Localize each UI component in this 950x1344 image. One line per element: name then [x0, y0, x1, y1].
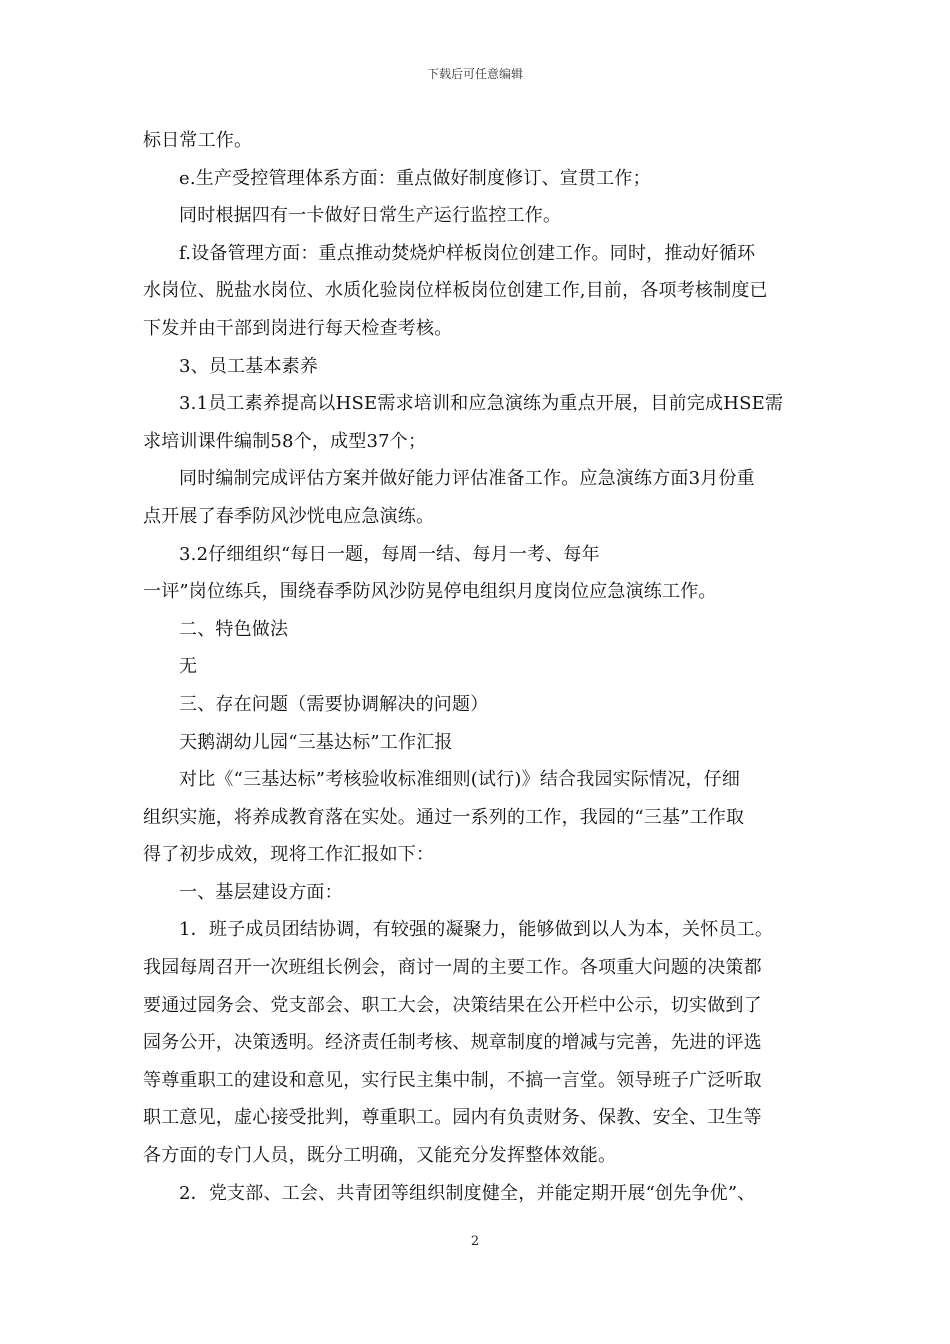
- text-line: f.设备管理方面：重点推动焚烧炉样板岗位创建工作。同时，推动好循环: [179, 242, 756, 264]
- text-line: 下发并由干部到岗进行每天检查考核。: [143, 317, 453, 339]
- text-line: 各方面的专门人员，既分工明确，又能充分发挥整体效能。: [143, 1145, 617, 1167]
- text-line: 职工意见，虚心接受批判，尊重职工。园内有负责财务、保教、安全、卫生等: [143, 1107, 762, 1129]
- text-line: 2．党支部、工会、共青团等组织制度健全，并能定期开展“创先争优”、: [179, 1182, 756, 1204]
- text-line: 求培训课件编制58个，成型37个；: [143, 430, 427, 452]
- text-line: 得了初步成效，现将工作汇报如下：: [143, 844, 435, 866]
- text-line: 水岗位、脱盐水岗位、水质化验岗位样板岗位创建工作,目前，各项考核制度已: [143, 280, 768, 302]
- text-line: 无: [179, 656, 198, 678]
- section-heading: 3、员工基本素养: [179, 355, 319, 377]
- document-title: 天鹅湖幼儿园“三基达标”工作汇报: [179, 731, 453, 753]
- text-line: 要通过园务会、党支部会、职工大会，决策结果在公开栏中公示，切实做到了: [143, 994, 762, 1016]
- text-line: 对比《“三基达标”考核验收标准细则(试行)》结合我园实际情况，仔细: [179, 769, 741, 791]
- section-heading: 二、特色做法: [179, 618, 289, 640]
- section-heading: 一、基层建设方面：: [179, 881, 343, 903]
- text-line: 园务公开，决策透明。经济责任制考核、规章制度的增减与完善，先进的评选: [143, 1032, 762, 1054]
- text-line: 一评”岗位练兵，围绕春季防风沙防晃停电组织月度岗位应急演练工作。: [143, 581, 717, 603]
- text-line: 同时根据四有一卡做好日常生产运行监控工作。: [179, 205, 562, 227]
- text-line: 我园每周召开一次班组长例会，商讨一周的主要工作。各项重大问题的决策都: [143, 957, 762, 979]
- text-line: 组织实施，将养成教育落在实处。通过一系列的工作，我园的“三基”工作取: [143, 806, 745, 828]
- text-line: 3.1员工素养提高以HSE需求培训和应急演练为重点开展，目前完成HSE需: [179, 393, 784, 415]
- section-heading: 三、存在问题（需要协调解决的问题）: [179, 693, 489, 715]
- text-line: 等尊重职工的建设和意见，实行民主集中制，不搞一言堂。领导班子广泛听取: [143, 1069, 762, 1091]
- text-line: 标日常工作。: [143, 130, 253, 151]
- text-line: 3.2仔细组织“每日一题，每周一结、每月一考、每年: [179, 543, 600, 565]
- text-line: e.生产受控管理体系方面：重点做好制度修订、宣贯工作；: [179, 167, 651, 189]
- text-line: 1．班子成员团结协调，有较强的凝聚力，能够做到以人为本，关怀员工。: [179, 919, 774, 941]
- text-line: 同时编制完成评估方案并做好能力评估准备工作。应急演练方面3月份重: [179, 468, 755, 490]
- text-line: 点开展了春季防风沙恍电应急演练。: [143, 505, 435, 527]
- page-number: 2: [470, 1234, 480, 1249]
- page-header: 下载后可任意编辑: [426, 67, 523, 81]
- document-body: [143, 122, 811, 1212]
